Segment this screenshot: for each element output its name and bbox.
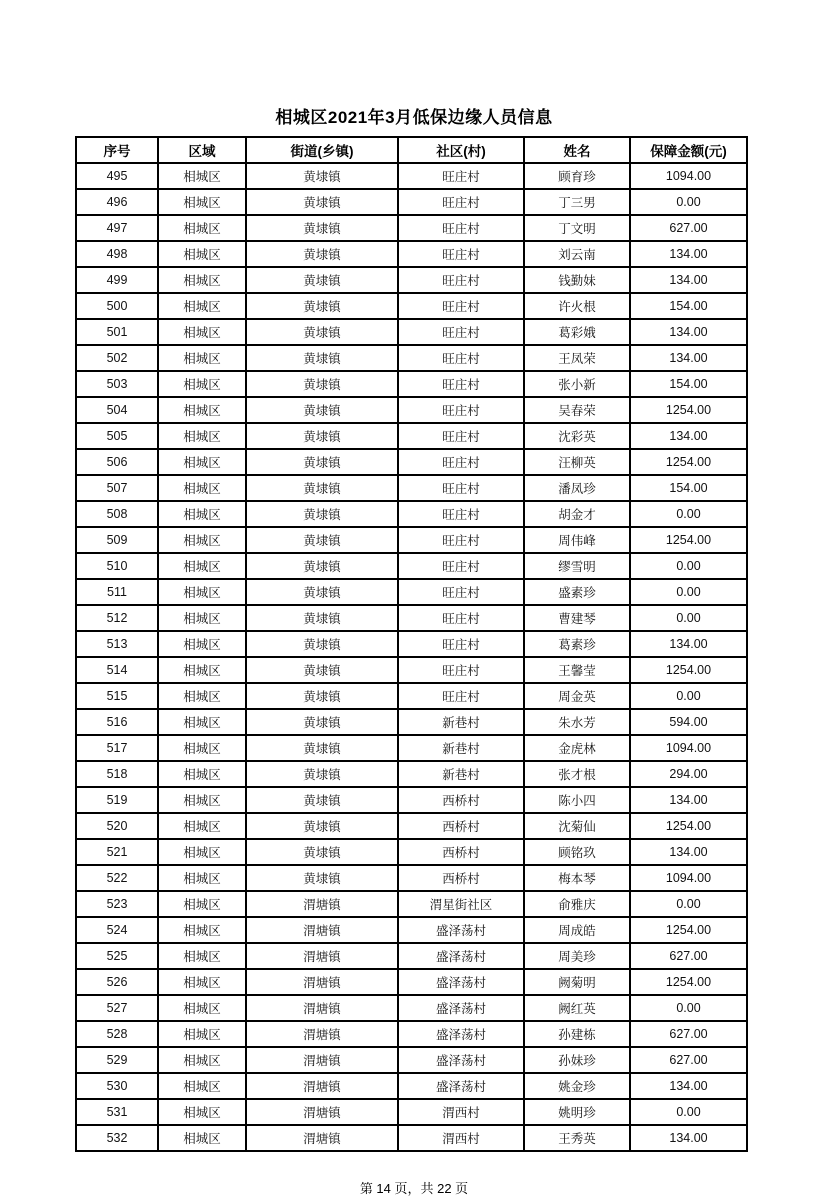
cell-name: 张小新: [524, 371, 630, 397]
cell-region: 相城区: [158, 995, 246, 1021]
cell-street: 渭塘镇: [246, 943, 398, 969]
cell-amount: 0.00: [630, 683, 747, 709]
col-header-amount: 保障金额(元): [630, 137, 747, 163]
cell-index: 525: [76, 943, 158, 969]
table-row: [76, 449, 747, 475]
cell-street: 黄埭镇: [246, 371, 398, 397]
cell-street: 渭塘镇: [246, 1073, 398, 1099]
cell-name: 周伟峰: [524, 527, 630, 553]
cell-index: 528: [76, 1021, 158, 1047]
cell-name: 葛素珍: [524, 631, 630, 657]
cell-community: 旺庄村: [398, 241, 524, 267]
cell-community: 旺庄村: [398, 189, 524, 215]
cell-region: 相城区: [158, 969, 246, 995]
cell-community: 西桥村: [398, 839, 524, 865]
cell-community: 渭西村: [398, 1125, 524, 1151]
cell-name: 潘凤珍: [524, 475, 630, 501]
table-row: [76, 423, 747, 449]
cell-community: 新巷村: [398, 709, 524, 735]
cell-name: 金虎林: [524, 735, 630, 761]
cell-name: 钱勤妹: [524, 267, 630, 293]
cell-amount: 1094.00: [630, 865, 747, 891]
table-row: [76, 215, 747, 241]
table-row: [76, 1125, 747, 1151]
cell-index: 520: [76, 813, 158, 839]
cell-region: 相城区: [158, 241, 246, 267]
table-row: [76, 787, 747, 813]
cell-amount: 134.00: [630, 631, 747, 657]
cell-amount: 0.00: [630, 995, 747, 1021]
cell-index: 515: [76, 683, 158, 709]
table-row: [76, 943, 747, 969]
cell-street: 黄埭镇: [246, 163, 398, 189]
cell-street: 黄埭镇: [246, 319, 398, 345]
cell-amount: 154.00: [630, 371, 747, 397]
cell-street: 黄埭镇: [246, 865, 398, 891]
cell-index: 530: [76, 1073, 158, 1099]
cell-community: 旺庄村: [398, 371, 524, 397]
cell-community: 旺庄村: [398, 163, 524, 189]
cell-region: 相城区: [158, 1073, 246, 1099]
table-row: [76, 995, 747, 1021]
cell-index: 519: [76, 787, 158, 813]
cell-region: 相城区: [158, 657, 246, 683]
cell-community: 旺庄村: [398, 319, 524, 345]
cell-amount: 134.00: [630, 319, 747, 345]
cell-index: 498: [76, 241, 158, 267]
cell-index: 518: [76, 761, 158, 787]
cell-name: 刘云南: [524, 241, 630, 267]
table-row: [76, 371, 747, 397]
cell-street: 渭塘镇: [246, 1047, 398, 1073]
cell-amount: 1254.00: [630, 527, 747, 553]
cell-amount: 0.00: [630, 605, 747, 631]
cell-street: 黄埭镇: [246, 345, 398, 371]
cell-index: 506: [76, 449, 158, 475]
cell-amount: 1094.00: [630, 163, 747, 189]
cell-community: 盛泽荡村: [398, 1021, 524, 1047]
cell-amount: 0.00: [630, 891, 747, 917]
cell-name: 盛素珍: [524, 579, 630, 605]
cell-name: 孙妹珍: [524, 1047, 630, 1073]
cell-amount: 294.00: [630, 761, 747, 787]
table-row: [76, 735, 747, 761]
cell-street: 黄埭镇: [246, 657, 398, 683]
cell-index: 496: [76, 189, 158, 215]
cell-name: 梅本琴: [524, 865, 630, 891]
cell-amount: 627.00: [630, 1047, 747, 1073]
cell-community: 旺庄村: [398, 501, 524, 527]
cell-name: 丁三男: [524, 189, 630, 215]
cell-index: 500: [76, 293, 158, 319]
cell-community: 新巷村: [398, 735, 524, 761]
cell-community: 盛泽荡村: [398, 1047, 524, 1073]
cell-community: 西桥村: [398, 813, 524, 839]
cell-name: 张才根: [524, 761, 630, 787]
cell-community: 旺庄村: [398, 657, 524, 683]
cell-name: 陈小四: [524, 787, 630, 813]
cell-index: 505: [76, 423, 158, 449]
cell-community: 旺庄村: [398, 475, 524, 501]
table-row: [76, 501, 747, 527]
cell-index: 497: [76, 215, 158, 241]
cell-region: 相城区: [158, 735, 246, 761]
cell-street: 黄埭镇: [246, 475, 398, 501]
table-row: [76, 319, 747, 345]
cell-amount: 134.00: [630, 267, 747, 293]
cell-name: 阙菊明: [524, 969, 630, 995]
cell-amount: 154.00: [630, 475, 747, 501]
cell-index: 531: [76, 1099, 158, 1125]
col-header-index: 序号: [76, 137, 158, 163]
cell-region: 相城区: [158, 397, 246, 423]
cell-name: 葛彩娥: [524, 319, 630, 345]
cell-index: 512: [76, 605, 158, 631]
page-title: 相城区2021年3月低保边缘人员信息: [275, 108, 553, 127]
cell-street: 黄埭镇: [246, 787, 398, 813]
cell-street: 黄埭镇: [246, 735, 398, 761]
table-row: [76, 683, 747, 709]
cell-amount: 154.00: [630, 293, 747, 319]
cell-region: 相城区: [158, 1099, 246, 1125]
cell-name: 孙建栋: [524, 1021, 630, 1047]
cell-region: 相城区: [158, 319, 246, 345]
cell-name: 吴春荣: [524, 397, 630, 423]
cell-index: 510: [76, 553, 158, 579]
cell-amount: 0.00: [630, 189, 747, 215]
cell-street: 黄埭镇: [246, 813, 398, 839]
table-row: [76, 241, 747, 267]
cell-amount: 627.00: [630, 1021, 747, 1047]
cell-region: 相城区: [158, 605, 246, 631]
cell-amount: 0.00: [630, 579, 747, 605]
cell-street: 黄埭镇: [246, 683, 398, 709]
cell-amount: 627.00: [630, 215, 747, 241]
cell-index: 523: [76, 891, 158, 917]
cell-community: 旺庄村: [398, 345, 524, 371]
cell-region: 相城区: [158, 839, 246, 865]
cell-name: 胡金才: [524, 501, 630, 527]
cell-street: 渭塘镇: [246, 995, 398, 1021]
cell-street: 渭塘镇: [246, 917, 398, 943]
table-row: [76, 1073, 747, 1099]
cell-index: 508: [76, 501, 158, 527]
cell-community: 渭星街社区: [398, 891, 524, 917]
cell-name: 姚金珍: [524, 1073, 630, 1099]
cell-street: 黄埭镇: [246, 839, 398, 865]
table-row: [76, 189, 747, 215]
cell-name: 周美珍: [524, 943, 630, 969]
table-row: [76, 553, 747, 579]
cell-community: 盛泽荡村: [398, 995, 524, 1021]
table-row: [76, 917, 747, 943]
cell-street: 黄埭镇: [246, 579, 398, 605]
cell-street: 黄埭镇: [246, 631, 398, 657]
cell-index: 532: [76, 1125, 158, 1151]
cell-street: 黄埭镇: [246, 397, 398, 423]
cell-amount: 0.00: [630, 553, 747, 579]
cell-name: 朱水芳: [524, 709, 630, 735]
cell-region: 相城区: [158, 527, 246, 553]
cell-index: 499: [76, 267, 158, 293]
cell-name: 俞雅庆: [524, 891, 630, 917]
cell-name: 沈菊仙: [524, 813, 630, 839]
cell-index: 501: [76, 319, 158, 345]
cell-street: 黄埭镇: [246, 267, 398, 293]
cell-region: 相城区: [158, 943, 246, 969]
cell-name: 阙红英: [524, 995, 630, 1021]
cell-amount: 1094.00: [630, 735, 747, 761]
cell-amount: 134.00: [630, 423, 747, 449]
table-row: [76, 657, 747, 683]
cell-amount: 1254.00: [630, 449, 747, 475]
table-row: [76, 631, 747, 657]
cell-amount: 1254.00: [630, 657, 747, 683]
table-row: [76, 475, 747, 501]
table-row: [76, 345, 747, 371]
cell-region: 相城区: [158, 345, 246, 371]
table-row: [76, 163, 747, 189]
cell-street: 黄埭镇: [246, 189, 398, 215]
cell-index: 504: [76, 397, 158, 423]
cell-index: 522: [76, 865, 158, 891]
cell-street: 黄埭镇: [246, 501, 398, 527]
table-row: [76, 267, 747, 293]
cell-community: 新巷村: [398, 761, 524, 787]
cell-index: 516: [76, 709, 158, 735]
cell-name: 曹建琴: [524, 605, 630, 631]
cell-name: 王凤荣: [524, 345, 630, 371]
cell-amount: 134.00: [630, 1073, 747, 1099]
cell-index: 495: [76, 163, 158, 189]
cell-amount: 1254.00: [630, 397, 747, 423]
cell-region: 相城区: [158, 891, 246, 917]
table-row: [76, 397, 747, 423]
cell-amount: 134.00: [630, 839, 747, 865]
cell-amount: 1254.00: [630, 813, 747, 839]
table-row: [76, 761, 747, 787]
cell-name: 沈彩英: [524, 423, 630, 449]
cell-region: 相城区: [158, 761, 246, 787]
cell-street: 黄埭镇: [246, 553, 398, 579]
col-header-street: 街道(乡镇): [246, 137, 398, 163]
cell-name: 缪雪明: [524, 553, 630, 579]
cell-community: 旺庄村: [398, 631, 524, 657]
cell-index: 507: [76, 475, 158, 501]
cell-index: 529: [76, 1047, 158, 1073]
cell-street: 渭塘镇: [246, 1125, 398, 1151]
cell-name: 丁文明: [524, 215, 630, 241]
cell-community: 旺庄村: [398, 553, 524, 579]
cell-region: 相城区: [158, 267, 246, 293]
cell-community: 盛泽荡村: [398, 943, 524, 969]
cell-community: 旺庄村: [398, 449, 524, 475]
cell-street: 黄埭镇: [246, 293, 398, 319]
table-row: [76, 813, 747, 839]
cell-street: 黄埭镇: [246, 215, 398, 241]
cell-index: 517: [76, 735, 158, 761]
cell-community: 盛泽荡村: [398, 969, 524, 995]
cell-region: 相城区: [158, 865, 246, 891]
cell-region: 相城区: [158, 1125, 246, 1151]
cell-community: 盛泽荡村: [398, 917, 524, 943]
cell-name: 周金英: [524, 683, 630, 709]
table-row: [76, 293, 747, 319]
cell-name: 王馨莹: [524, 657, 630, 683]
table-row: [76, 579, 747, 605]
cell-amount: 134.00: [630, 345, 747, 371]
col-header-region: 区域: [158, 137, 246, 163]
cell-region: 相城区: [158, 423, 246, 449]
cell-community: 旺庄村: [398, 267, 524, 293]
cell-street: 渭塘镇: [246, 1099, 398, 1125]
cell-name: 汪柳英: [524, 449, 630, 475]
cell-index: 503: [76, 371, 158, 397]
cell-name: 王秀英: [524, 1125, 630, 1151]
cell-street: 渭塘镇: [246, 1021, 398, 1047]
cell-region: 相城区: [158, 579, 246, 605]
table-header-row: [76, 137, 747, 163]
table-row: [76, 1021, 747, 1047]
cell-region: 相城区: [158, 787, 246, 813]
cell-community: 旺庄村: [398, 527, 524, 553]
cell-community: 旺庄村: [398, 683, 524, 709]
cell-region: 相城区: [158, 449, 246, 475]
cell-community: 旺庄村: [398, 605, 524, 631]
cell-community: 旺庄村: [398, 579, 524, 605]
col-header-community: 社区(村): [398, 137, 524, 163]
cell-region: 相城区: [158, 1021, 246, 1047]
cell-region: 相城区: [158, 501, 246, 527]
cell-street: 黄埭镇: [246, 761, 398, 787]
cell-index: 513: [76, 631, 158, 657]
benefit-table: [75, 136, 748, 1152]
cell-region: 相城区: [158, 475, 246, 501]
cell-region: 相城区: [158, 215, 246, 241]
cell-region: 相城区: [158, 163, 246, 189]
cell-amount: 627.00: [630, 943, 747, 969]
cell-region: 相城区: [158, 917, 246, 943]
cell-street: 黄埭镇: [246, 241, 398, 267]
page-footer: 第 14 页，共 22 页: [359, 1181, 469, 1196]
table-row: [76, 1099, 747, 1125]
table-row: [76, 605, 747, 631]
cell-street: 黄埭镇: [246, 709, 398, 735]
cell-amount: 0.00: [630, 501, 747, 527]
table-row: [76, 839, 747, 865]
cell-community: 盛泽荡村: [398, 1073, 524, 1099]
cell-street: 黄埭镇: [246, 449, 398, 475]
cell-street: 黄埭镇: [246, 423, 398, 449]
cell-region: 相城区: [158, 293, 246, 319]
cell-community: 旺庄村: [398, 397, 524, 423]
cell-region: 相城区: [158, 683, 246, 709]
table-body: [76, 163, 747, 1151]
cell-community: 渭西村: [398, 1099, 524, 1125]
cell-index: 524: [76, 917, 158, 943]
cell-street: 渭塘镇: [246, 969, 398, 995]
cell-amount: 134.00: [630, 1125, 747, 1151]
table-row: [76, 527, 747, 553]
col-header-name: 姓名: [524, 137, 630, 163]
cell-name: 周成皓: [524, 917, 630, 943]
cell-amount: 0.00: [630, 1099, 747, 1125]
cell-region: 相城区: [158, 631, 246, 657]
cell-region: 相城区: [158, 371, 246, 397]
cell-name: 顾铭玖: [524, 839, 630, 865]
cell-region: 相城区: [158, 1047, 246, 1073]
cell-community: 西桥村: [398, 787, 524, 813]
table-row: [76, 891, 747, 917]
table-row: [76, 865, 747, 891]
table-row: [76, 1047, 747, 1073]
cell-amount: 134.00: [630, 787, 747, 813]
cell-index: 511: [76, 579, 158, 605]
table-row: [76, 969, 747, 995]
cell-index: 509: [76, 527, 158, 553]
cell-name: 姚明珍: [524, 1099, 630, 1125]
cell-region: 相城区: [158, 813, 246, 839]
cell-amount: 1254.00: [630, 969, 747, 995]
cell-community: 旺庄村: [398, 293, 524, 319]
cell-region: 相城区: [158, 709, 246, 735]
cell-street: 黄埭镇: [246, 527, 398, 553]
cell-name: 许火根: [524, 293, 630, 319]
cell-street: 黄埭镇: [246, 605, 398, 631]
cell-amount: 134.00: [630, 241, 747, 267]
cell-index: 514: [76, 657, 158, 683]
cell-community: 西桥村: [398, 865, 524, 891]
cell-amount: 594.00: [630, 709, 747, 735]
table-row: [76, 709, 747, 735]
cell-community: 旺庄村: [398, 215, 524, 241]
cell-region: 相城区: [158, 189, 246, 215]
cell-index: 527: [76, 995, 158, 1021]
cell-index: 502: [76, 345, 158, 371]
cell-amount: 1254.00: [630, 917, 747, 943]
cell-index: 526: [76, 969, 158, 995]
cell-region: 相城区: [158, 553, 246, 579]
cell-community: 旺庄村: [398, 423, 524, 449]
cell-index: 521: [76, 839, 158, 865]
cell-street: 渭塘镇: [246, 891, 398, 917]
cell-name: 顾育珍: [524, 163, 630, 189]
